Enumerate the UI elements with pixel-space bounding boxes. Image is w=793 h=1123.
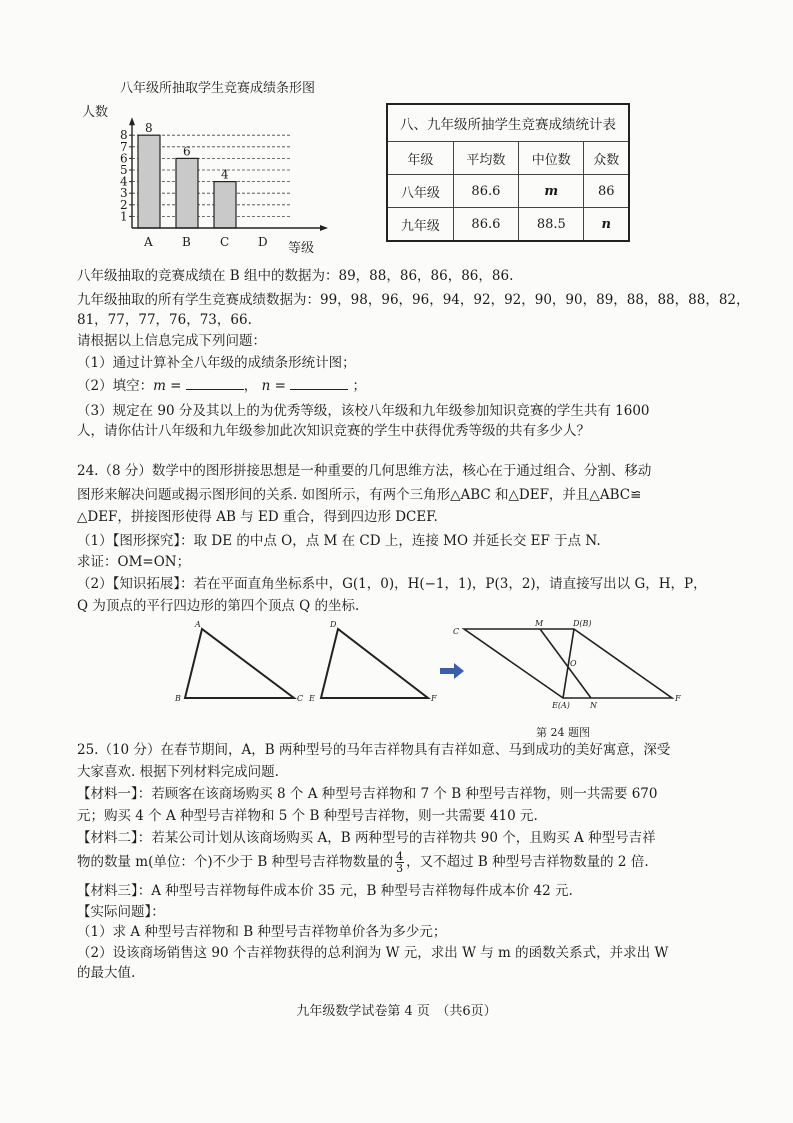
label-b: B [175,694,181,703]
q23-part-3b: 人，请你估计八年级和九年级参加此次知识竞赛的学生中获得优秀等级的共有多少人？ [77,423,590,439]
label-n: N [590,701,597,710]
table-header-row [387,142,629,175]
x-tick-label: B [182,235,191,249]
y-tick-label: 3 [120,186,128,201]
x-tick-label: D [258,235,268,249]
q25-line-7: 【材料三】：A 种型号吉祥物每件成本价 35 元，B 种型号吉祥物每件成本价 42 元. [77,883,573,899]
q25-line-3: 【材料一】：若顾客在该商场购买 8 个 A 种型号吉祥物和 7 个 B 种型号吉祥物，则一共需要 670 [77,786,658,802]
chart-ylabel: 人数 [82,105,109,120]
table-cell: 86.6 [453,208,518,242]
q23-line-3: 81，77，77，76，73，66. [77,312,252,328]
q23-line-4: 请根据以上信息完成下列问题： [77,333,266,349]
bar-c [214,182,236,228]
y-axis-arrow [129,117,135,125]
label-db: D(B) [573,619,592,628]
label-c: C [297,694,304,703]
q24-figure [160,612,700,744]
q25-line-10: （2）设该商场销售这 90 个吉祥物获得的总利润为 W 元，求出 W 与 m 的函数关系式，并求出 W [77,945,669,961]
table-header: 中位数 [519,142,584,175]
q24-line-3: △DEF，拼接图形使得 AB 与 ED 重合，得到四边形 DCEF. [77,509,438,525]
q24-line-5: 求证：OM=ON； [77,554,191,570]
q25-line-9: （1）求 A 种型号吉祥物和 B 种型号吉祥物单价各为多少元； [77,924,447,940]
y-tick-label: 7 [120,139,128,154]
y-tick-label: 6 [120,151,128,166]
y-tick-label: 1 [120,209,128,224]
q23-part-3a: （3）规定在 90 分及其以上的为优秀等级，该校八年级和九年级参加知识竞赛的学生共有 1600 [77,403,650,419]
x-tick-label: C [220,235,230,249]
label-e: E [309,694,315,703]
q24-line-4: （1）【图形探究】：取 DE 的中点 O，点 M 在 CD 上，连接 MO 并延长交 EF 于点 N. [77,533,601,549]
answer-blank-n[interactable] [290,377,348,390]
table-row [387,208,629,242]
triangle-def [321,629,428,698]
table-header: 平均数 [453,142,518,175]
x-tick-label: A [144,235,153,249]
q25-line-8: 【实际问题】： [77,904,165,920]
q23-line-2: 九年级抽取的所有学生竞赛成绩数据为：99，98，96，96，94，92，92，90，90，89，88，88，88，82， [77,292,750,308]
chart-xlabel: 等级 [288,241,315,256]
label-ea: E(A) [552,701,570,710]
bar-a [138,135,160,228]
triangle-abc [185,629,294,698]
q25-line-1: 25.（10 分）在春节期间，A，B 两种型号的马年吉祥物具有吉祥如意、马到成功的美好寓意，深受 [77,742,671,758]
y-tick-label: 5 [120,163,128,177]
stats-table [386,103,630,242]
q25-line-5: 【材料二】：若某公司计划从该商场购买 A，B 两种型号的吉祥物共 90 个，且购买 A 种型号吉祥 [77,830,656,846]
q25-line-11: 的最大值. [77,965,136,981]
q24-line-7: Q 为顶点的平行四边形的第四个顶点 Q 的坐标. [77,598,360,614]
q24-line-1: 24.（8 分）数学中的图形拼接思想是一种重要的几何思维方法，核心在于通过组合、分割、移动 [77,463,652,479]
table-cell: n [584,208,629,242]
q25-line-4: 元；购买 4 个 A 种型号吉祥物和 5 个 B 种型号吉祥物，则一共需要 410 元. [77,808,538,824]
table-cell: 八年级 [387,175,453,208]
q24-line-2: 图形来解决问题或揭示图形间的关系. 如图所示，有两个三角形△ABC 和△DEF，并且△ABC≌ [77,487,642,503]
data-label: 8 [145,121,153,136]
table-header: 众数 [584,142,629,175]
label-f2: F [675,694,681,703]
table-cell: m [519,175,584,208]
y-tick-label: 2 [120,197,128,212]
label-a: A [195,620,201,629]
bar-chart [76,76,346,256]
table-cell: 九年级 [387,208,453,242]
y-tick-label: 4 [120,174,128,189]
q25-line-6: 物的数量 m(单位：个)不少于 B 种型号吉祥物数量的 $\frac{4}{3}$ ，又不超过 B 种型号吉祥物数量的 2 倍. [77,850,649,875]
data-label: 6 [183,144,191,159]
q23-line-1: 八年级抽取的竞赛成绩在 B 组中的数据为：89，88，86，86，86，86. [77,268,514,284]
y-tick-label: 8 [120,128,128,143]
figure-caption: 第 24 题图 [536,726,590,739]
label-o: O [570,659,577,668]
label-c2: C [453,627,460,636]
bar-b [176,158,198,228]
data-label: 4 [221,167,229,182]
table-header: 年级 [387,142,453,175]
table-caption: 八、九年级所抽学生竞赛成绩统计表 [387,104,629,142]
page-footer: 九年级数学试卷第 4 页 （共6页） [296,1004,497,1019]
q23-part-1: （1）通过计算补全八年级的成绩条形统计图； [77,355,356,371]
x-axis-arrow [320,225,328,231]
fraction-four-thirds: $\frac{4}{3}$ [396,850,404,875]
q23-part-2: （2）填空：m = ， n = ； [77,378,366,394]
table-cell: 86.6 [453,175,518,208]
table-row [387,175,629,208]
table-cell: 86 [584,175,629,208]
label-m: M [535,619,544,628]
chart-title: 八年级所抽取学生竞赛成绩条形图 [120,81,316,96]
q25-line-2: 大家喜欢. 根据下列材料完成问题. [77,764,279,780]
q24-line-6: （2）【知识拓展】：若在平面直角坐标系中，G(1，0)，H(−1，1)，P(3，2)，请直接写出以 G，H，P， [77,576,707,592]
answer-blank-m[interactable] [186,377,244,390]
label-f: F [431,694,437,703]
arrow-right-icon [440,663,464,679]
label-d: D [330,620,337,629]
table-cell: 88.5 [519,208,584,242]
